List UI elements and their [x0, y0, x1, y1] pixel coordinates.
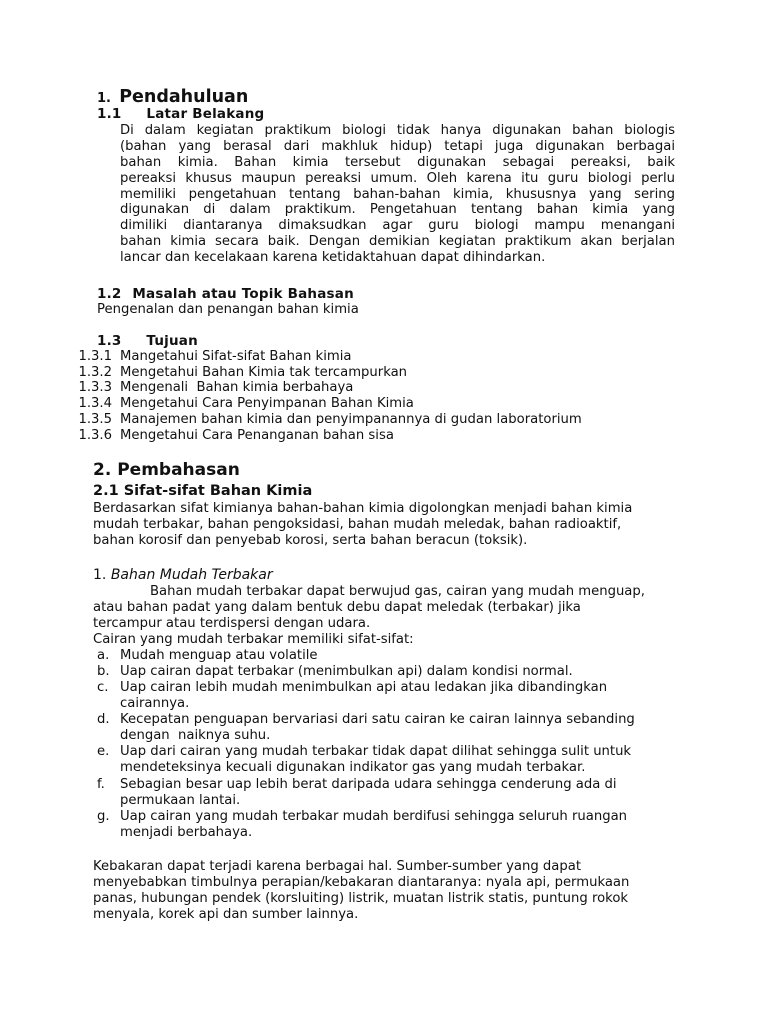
list-text: permukaan lantai.	[120, 793, 241, 808]
latar-line: memiliki pengetahuan tentang bahan-bahan kimia, khususnya yang sering	[120, 186, 675, 202]
tujuan-item-text: Mengetahui Bahan Kimia tak tercampurkan	[120, 365, 408, 380]
mudah-heading	[93, 567, 273, 583]
latar-line: Di dalam kegiatan praktikum biologi tidak hanya digunakan bahan biologis	[120, 123, 675, 138]
list-marker: c.	[97, 680, 109, 695]
tujuan-item-number: 1.3.6	[78, 428, 112, 443]
list-marker: a.	[97, 648, 110, 663]
tujuan-item-number: 1.3.2	[78, 365, 112, 380]
list-text: Uap cairan yang mudah terbakar mudah berdifusi sehingga seluruh ruangan	[120, 809, 628, 824]
list-marker: g.	[97, 809, 110, 824]
tujuan-item-text: Mangetahui Sifat-sifat Bahan kimia	[120, 349, 352, 364]
list-text: Uap cairan dapat terbakar (menimbulkan api) dalam kondisi normal.	[120, 664, 573, 679]
latar-line: digunakan di dalam praktikum. Pengetahuan tentang bahan kimia yang	[120, 202, 675, 218]
sifat-line: bahan korosif dan penyebab korosi, serta bahan beracun (toksik).	[93, 533, 528, 548]
tujuan-title: Tujuan	[146, 333, 198, 349]
latar-heading	[97, 106, 264, 122]
section1-heading	[97, 87, 248, 107]
mudah-intro-line: Bahan mudah terbakar dapat berwujud gas, cairan yang mudah menguap,	[150, 584, 645, 599]
kebakaran-line: panas, hubungan pendek (korsluiting) listrik, muatan listrik statis, puntung rokok	[93, 891, 629, 906]
section1-title: Pendahuluan	[119, 87, 249, 107]
tujuan-heading	[97, 333, 198, 349]
list-text: mendeteksinya kecuali digunakan indikator gas yang mudah terbakar.	[120, 760, 586, 775]
sifat-line: Berdasarkan sifat kimianya bahan-bahan kimia digolongkan menjadi bahan kimia	[93, 501, 633, 516]
tujuan-item-number: 1.3.3	[78, 380, 112, 395]
latar-line: bahan kimia secara baik. Dengan demikian kegiatan praktikum akan berjalan	[120, 234, 675, 250]
kebakaran-line: menyala, korek api dan sumber lainnya.	[93, 907, 359, 922]
kebakaran-line: menyebabkan timbulnya perapian/kebakaran diantaranya: nyala api, permukaan	[93, 875, 630, 890]
latar-line: (bahan yang berasal dari makhluk hidup) tetapi juga digunakan berbagai	[120, 138, 675, 154]
list-marker: b.	[97, 664, 110, 679]
tujuan-item-number: 1.3.5	[78, 412, 112, 427]
masalah-title: Masalah atau Topik Bahasan	[132, 286, 354, 302]
masalah-text: Pengenalan dan penangan bahan kimia	[97, 302, 359, 317]
list-text: dengan naiknya suhu.	[120, 728, 271, 743]
masalah-number: 1.2	[97, 286, 122, 302]
list-item	[0, 809, 700, 841]
sifat-line: mudah terbakar, bahan pengoksidasi, bahan mudah meledak, bahan radioaktif,	[93, 517, 622, 532]
latar-line: lancar dan kecelakaan karena ketidaktahuan dapat dihindarkan.	[120, 250, 546, 266]
mudah-intro-line: tercampur atau terdispersi dengan udara.	[93, 616, 371, 631]
list-text: Kecepatan penguapan bervariasi dari satu cairan ke cairan lainnya sebanding	[120, 712, 635, 727]
mudah-title: Bahan Mudah Terbakar	[110, 567, 273, 583]
latar-line: pereaksi khusus maupun pereaksi umum. Oleh karena itu guru biologi perlu	[120, 170, 675, 186]
list-marker: f.	[97, 777, 105, 792]
list-text: Uap dari cairan yang mudah terbakar tidak dapat dilihat sehingga sulit untuk	[120, 744, 632, 759]
tujuan-item-text: Manajemen bahan kimia dan penyimpanannya di gudan laboratorium	[120, 412, 582, 427]
latar-title: Latar Belakang	[146, 106, 265, 122]
section2-title: 2. Pembahasan	[93, 460, 240, 480]
list-text: Uap cairan lebih mudah menimbulkan api atau ledakan jika dibandingkan	[120, 680, 608, 695]
latar-number: 1.1	[97, 106, 122, 122]
section1-number: 1.	[97, 91, 111, 106]
list-text: Mudah menguap atau volatile	[120, 648, 318, 663]
mudah-intro-line: atau bahan padat yang dalam bentuk debu dapat meledak (terbakar) jika	[93, 600, 581, 615]
list-marker: d.	[97, 712, 110, 727]
kebakaran-line: Kebakaran dapat terjadi karena berbagai hal. Sumber-sumber yang dapat	[93, 859, 582, 874]
list-marker: e.	[97, 744, 110, 759]
masalah-heading	[97, 286, 354, 302]
sifat-paragraph	[93, 501, 632, 549]
mudah-number: 1.	[93, 567, 107, 583]
tujuan-item-text: Mengetahui Cara Penyimpanan Bahan Kimia	[120, 396, 414, 411]
tujuan-number: 1.3	[97, 333, 122, 349]
list-text: Sebagian besar uap lebih berat daripada udara sehingga cenderung ada di	[120, 777, 617, 792]
latar-line: bahan kimia. Bahan kimia tersebut digunakan sebagai pereaksi, baik	[120, 154, 675, 170]
tujuan-item-text: Mengetahui Cara Penanganan bahan sisa	[120, 428, 394, 443]
list-item	[0, 777, 700, 809]
list-item	[0, 744, 700, 776]
latar-line: dimiliki diantaranya dimaksudkan agar guru biologi mampu menangani	[120, 218, 675, 234]
kebakaran-paragraph	[93, 859, 629, 923]
list-item	[0, 680, 700, 712]
tujuan-item-number: 1.3.1	[78, 349, 112, 364]
tujuan-item-number: 1.3.4	[78, 396, 112, 411]
tujuan-item-text: Mengenali Bahan kimia berbahaya	[120, 380, 354, 395]
latar-paragraph	[120, 123, 675, 266]
mudah-intro-line: Cairan yang mudah terbakar memiliki sifat-sifat:	[93, 632, 414, 647]
mudah-intro	[93, 600, 581, 648]
sifat-heading: 2.1 Sifat-sifat Bahan Kimia	[93, 483, 313, 499]
list-text: menjadi berbahaya.	[120, 825, 253, 840]
list-text: cairannya.	[120, 696, 190, 711]
list-item	[0, 712, 700, 744]
